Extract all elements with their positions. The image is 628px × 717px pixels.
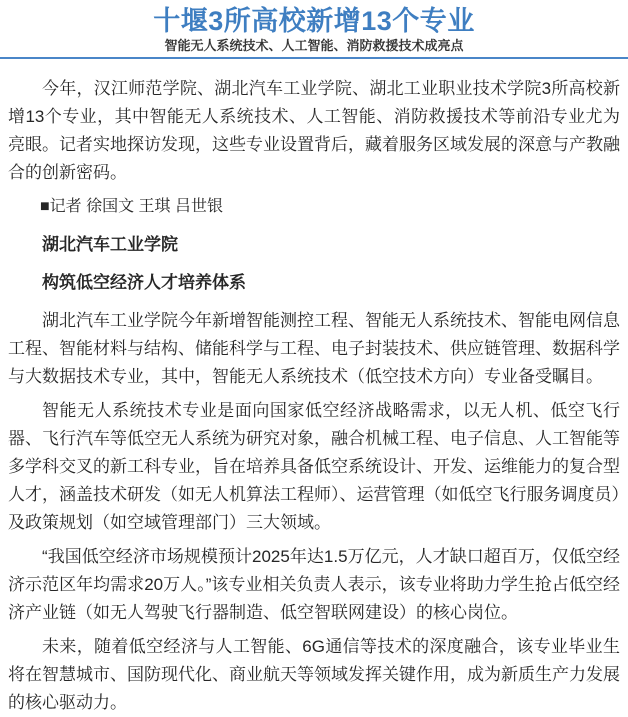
header-divider	[0, 57, 628, 59]
paragraph-quote: “我国低空经济市场规模预计2025年达1.5万亿元，人才缺口超百万，仅低空经济示范区年均需求20万人。”该专业相关负责人表示，该专业将助力学生抢占低空经济产业链（如无人驾驶飞行器制造、低空智联网建设）的核心岗位。	[8, 547, 620, 622]
article-body	[0, 75, 628, 717]
paragraph-program: 智能无人系统技术专业是面向国家低空经济战略需求，以无人机、低空飞行器、飞行汽车等低空无人系统为研究对象，融合机械工程、电子信息、人工智能等多学科交叉的新工科专业，旨在培养具备低空系统设计、开发、运维能力的复合型人才，涵盖技术研发（如无人机算法工程师）、运营管理（如低空飞行服务调度员）及政策规划（如空域管理部门）三大领域。	[8, 401, 620, 532]
paragraph-intro: 今年，汉江师范学院、湖北汽车工业学院、湖北工业职业技术学院3所高校新增13个专业，其中智能无人系统技术、人工智能、消防救援技术等前沿专业尤为亮眼。记者实地探访发现，这些专业设置背后，藏着服务区域发展的深意与产教融合的创新密码。	[8, 79, 620, 182]
article-title: 十堰3所高校新增13个专业	[153, 6, 475, 36]
article-subtitle: 智能无人系统技术、人工智能、消防救援技术成亮点	[164, 38, 464, 53]
article-page	[0, 6, 628, 717]
section-heading-school: 湖北汽车工业学院	[42, 235, 178, 254]
paragraph-majors: 湖北汽车工业学院今年新增智能测控工程、智能无人系统技术、智能电网信息工程、智能材料与结构、储能科学与工程、电子封装技术、供应链管理、数据科学与大数据技术专业，其中，智能无人系统技术（低空技术方向）专业备受瞩目。	[8, 311, 620, 386]
byline: ■记者 徐国文 王琪 吕世银	[40, 198, 224, 215]
section-heading-topic: 构筑低空经济人才培养体系	[42, 273, 246, 292]
paragraph-future: 未来，随着低空经济与人工智能、6G通信等技术的深度融合，该专业毕业生将在智慧城市、国防现代化、商业航天等领域发挥关键作用，成为新质生产力发展的核心驱动力。	[8, 637, 620, 712]
